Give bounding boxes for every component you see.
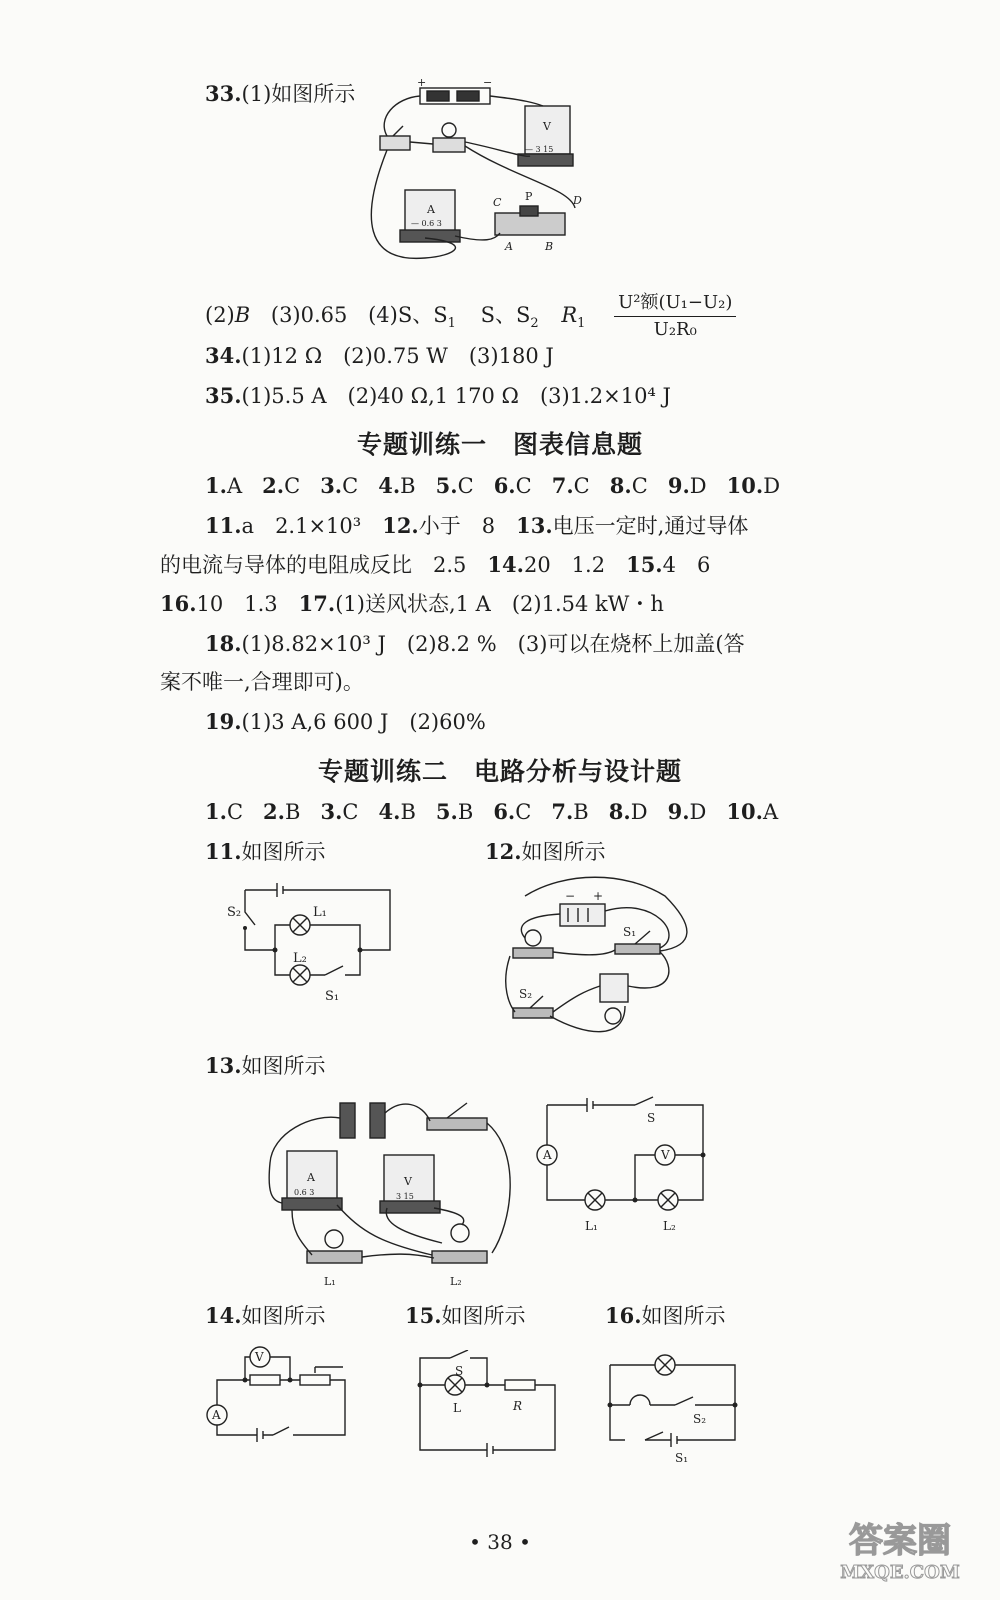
fig11-l2-label: L₂ [293,951,307,966]
s2-a9: D [689,800,707,824]
fig13s-a-label: A [543,1148,552,1162]
fig13-l2-label: L₂ [450,1275,462,1288]
s2-q16-line [605,1302,726,1330]
q35-text: (1)5.5 A (2)40 Ω,1 170 Ω (3)1.2×10⁴ J [241,384,671,408]
s2-n6: 6. [493,799,516,824]
q35-number: 35. [205,383,242,408]
fig13-physical [262,1093,522,1293]
s1-a9: D [689,474,707,498]
q33b-part3: (3)0.65 [270,303,348,327]
s1-q18b-line: 案不唯一,合理即可)。 [160,670,364,694]
s1-q13-text: 电压一定时,通过导体 [552,514,749,538]
s1-n9: 9. [667,473,690,498]
s1-q18-line [205,630,745,658]
q33b-part2: (2) [205,303,235,327]
s1-q11-number: 11. [205,513,242,538]
s2-n10: 10. [726,799,763,824]
fig12-bulb-icon [525,930,541,946]
s1-q16-line [160,590,664,618]
fig12-circuit [505,876,705,1046]
fig11-l1-label: L₁ [313,905,327,920]
bulb-icon [442,123,456,137]
s1-n1: 1. [205,473,227,498]
fig13-ammeter-label: A [307,1171,315,1184]
s1-q13b-line [160,551,710,579]
s1-a10: D [763,474,781,498]
q34-text: (1)12 Ω (2)0.75 W (3)180 J [241,344,554,368]
s2-q16-number: 16. [605,1303,642,1328]
rheostat-b: B [545,240,554,253]
s2-a6: C [515,800,532,824]
s2-q11-line [205,838,326,866]
fig14-v-label: V [255,1350,264,1364]
s1-q12-text: 小于 8 [418,514,517,538]
s1-a8: C [631,474,648,498]
s1-q15-number: 15. [626,552,663,577]
s1-q18-number: 18. [205,631,242,656]
q33-figure [365,78,590,268]
s1-q19-number: 19. [205,709,242,734]
s1-n6: 6. [493,473,516,498]
fig13s-s-label: S [647,1111,656,1125]
s2-a3: C [342,800,359,824]
fig15-s-label: S [455,1364,464,1378]
fig11-s2-label: S₂ [227,905,242,920]
page-number: • 38 • [469,1530,531,1554]
q33-fraction [614,292,736,341]
fig15-r-label: R [513,1399,523,1413]
fig16-s2-label: S₂ [693,1412,707,1426]
s1-q17-text: (1)送风状态,1 A (2)1.54 kW・h [335,592,664,616]
s1-a3: C [342,474,359,498]
s2-a2: B [284,800,301,824]
rheostat-p: P [525,190,533,203]
s1-q11-line [205,512,748,540]
fig16-s1-label: S₁ [675,1451,689,1465]
rheostat-d: D [573,194,582,207]
battery-minus: − [483,78,493,89]
s2-a1: C [226,800,244,824]
voltmeter-label: V [543,120,551,133]
s1-q16-number: 16. [160,591,197,616]
rheostat-a: A [505,240,513,253]
s2-n7: 7. [551,799,574,824]
q33b-s-s2: S、S [480,303,531,327]
q33b-sub2: 2 [530,316,539,332]
watermark-line1: 答案圈 [849,1521,951,1561]
s1-q13-cont: 的电流与导体的电阻成反比 2.5 [160,553,488,577]
s1-q12-number: 12. [382,513,419,538]
s2-a10: A [762,800,779,824]
q33b-r: R [561,303,578,327]
s1-n2: 2. [262,473,285,498]
rheostat-c: C [493,196,502,209]
fig11-circuit [225,880,405,1015]
s1-q14-number: 14. [487,552,524,577]
s2-n9: 9. [667,799,690,824]
s2-q15-text: 如图所示 [441,1304,526,1328]
q35-line [205,382,671,410]
fig15-resistor [505,1380,535,1390]
s1-n7: 7. [551,473,574,498]
s2-a5: B [457,800,474,824]
battery-plus: + [417,78,427,89]
s2-a8: D [630,800,648,824]
s2-n4: 4. [378,799,401,824]
s2-answers-row [205,798,778,826]
fig13s-v-label: V [661,1148,670,1162]
s2-q11-text: 如图所示 [241,840,326,864]
fig13-bulb-l2-icon [451,1224,469,1242]
s1-n10: 10. [726,473,764,498]
fig14-resistor [250,1375,280,1385]
q33b-line [205,292,736,344]
s1-n3: 3. [320,473,343,498]
s2-q11-number: 11. [205,839,242,864]
s1-q19-text: (1)3 A,6 600 J (2)60% [241,710,486,734]
fig11-s1-label: S₁ [325,989,340,1004]
s1-a1: A [226,474,243,498]
fig14-a-label: A [212,1408,221,1422]
q33-number: 33. [205,81,242,106]
s2-q15-line [405,1302,526,1330]
section2-heading: 专题训练二 电路分析与设计题 [317,757,682,786]
fig12-plus: + [593,889,604,903]
fig14-rheostat [300,1375,330,1385]
fig13-bulb-l1-icon [325,1230,343,1248]
s1-q14-text: 20 1.2 [523,553,627,577]
s2-n5: 5. [435,799,458,824]
s2-q12-number: 12. [485,839,522,864]
watermark-line2: MXQE.COM [840,1562,960,1583]
s1-q13-number: 13. [516,513,553,538]
s2-q12-text: 如图所示 [521,840,606,864]
q33b-sub3: 1 [577,316,586,332]
fraction-numerator: U²额(U₁−U₂) [614,292,736,317]
s2-q13-number: 13. [205,1053,242,1078]
q34-number: 34. [205,343,242,368]
s1-answers-row [205,472,780,500]
s2-q15-number: 15. [405,1303,442,1328]
fig12-s1-label: S₁ [623,925,637,939]
s2-q12-line [485,838,606,866]
s2-n8: 8. [608,799,631,824]
q34-line [205,342,554,370]
s2-n3: 3. [320,799,343,824]
s1-a7: C [573,474,590,498]
fig16-bell-icon [630,1395,650,1405]
s1-q15-text: 4 6 [662,553,711,577]
s1-a4: B [400,474,416,498]
s1-q16-text: 10 1.3 [196,592,299,616]
s1-q19-line [205,708,486,736]
q33b-sub1: 1 [447,316,456,332]
s1-q18-text: (1)8.82×10³ J (2)8.2 % (3)可以在烧杯上加盖(答 [241,632,745,656]
s2-n1: 1. [205,799,227,824]
s2-q13-text: 如图所示 [241,1054,326,1078]
fig13-ammeter-scale: 0.6 3 [294,1188,315,1197]
s1-n4: 4. [378,473,401,498]
s1-q11-text: a 2.1×10³ [241,514,383,538]
fig13-voltmeter-label: V [404,1175,412,1188]
fig13s-l2-label: L₂ [663,1219,676,1233]
s2-a7: B [573,800,589,824]
fig13-schematic [535,1090,715,1245]
q33-line [205,80,355,108]
s2-a4: B [400,800,416,824]
fig13-voltmeter-scale: 3 15 [396,1192,414,1201]
q33-text: (1)如图所示 [241,82,356,106]
fig16-circuit [605,1345,745,1465]
ammeter-scale: — 0.6 3 [411,219,442,228]
s1-a6: C [515,474,532,498]
watermark-logo [820,1514,980,1584]
s2-n2: 2. [263,799,285,824]
s2-q13-line [205,1052,326,1080]
section1-heading: 专题训练一 图表信息题 [356,430,643,459]
fig12-s2-label: S₂ [519,987,533,1001]
fig12-minus: − [565,889,576,903]
fig14-circuit [205,1345,355,1450]
s1-q17-number: 17. [298,591,336,616]
fraction-denominator: U₂R₀ [653,319,697,340]
fig15-l-label: L [453,1401,461,1415]
q33b-answer-b: B [234,303,251,327]
fig13s-l1-label: L₁ [585,1219,598,1233]
s1-n5: 5. [435,473,458,498]
s1-a5: C [457,474,474,498]
s1-n8: 8. [609,473,632,498]
s2-q14-line [205,1302,326,1330]
q33b-part4: (4)S、S [368,303,448,327]
ammeter-label: A [427,203,435,216]
s2-q16-text: 如图所示 [641,1304,726,1328]
fig13-l1-label: L₁ [324,1275,336,1288]
s2-q14-text: 如图所示 [241,1304,326,1328]
s2-q14-number: 14. [205,1303,242,1328]
s1-a2: C [284,474,301,498]
fig15-circuit [415,1350,565,1460]
voltmeter-scale: — 3 15 [525,145,554,154]
